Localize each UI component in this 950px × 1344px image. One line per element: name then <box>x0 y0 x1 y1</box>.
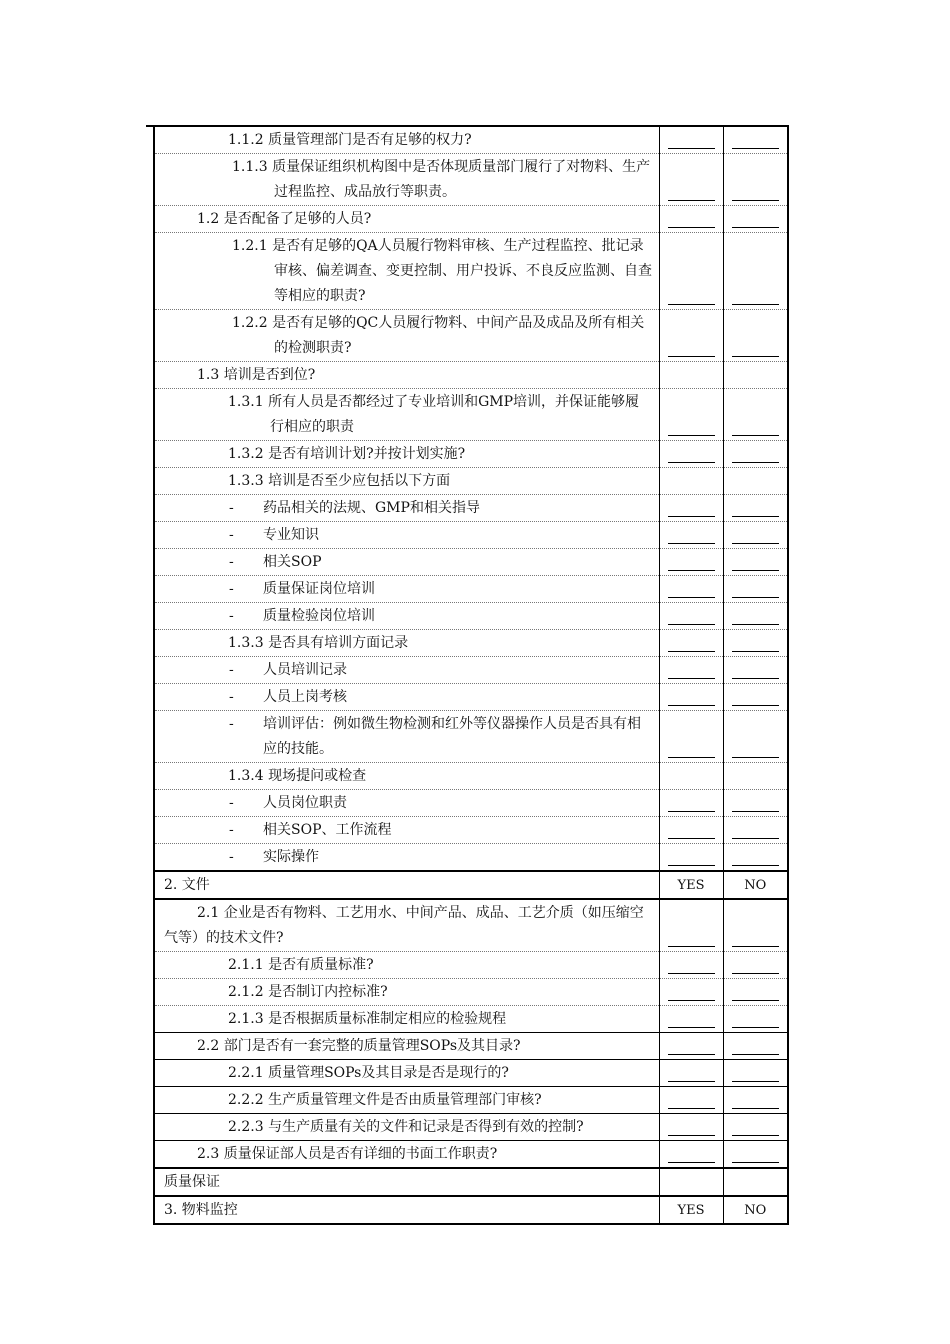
yes-answer-cell[interactable] <box>659 899 723 952</box>
item-text: 3. 物料监控 <box>164 1202 238 1218</box>
item-text: 人员岗位职责 <box>263 795 347 811</box>
no-answer-blank[interactable] <box>732 227 780 228</box>
checklist-row <box>154 549 788 576</box>
no-answer-blank[interactable] <box>732 1054 780 1055</box>
no-answer-blank[interactable] <box>732 1000 780 1001</box>
no-answer-blank[interactable] <box>732 1081 780 1082</box>
bullet-dash: - <box>229 554 234 570</box>
checklist-row <box>154 126 788 154</box>
yes-answer-blank[interactable] <box>668 757 715 758</box>
yes-answer-cell[interactable] <box>659 603 723 630</box>
checklist-row <box>154 362 788 389</box>
item-text: 1.3.2 是否有培训计划?并按计划实施? <box>228 446 466 462</box>
checklist-row <box>154 154 788 206</box>
no-answer-cell[interactable] <box>723 126 788 154</box>
no-answer-cell <box>723 362 788 389</box>
yes-answer-blank[interactable] <box>668 651 715 652</box>
yes-column-label: YES <box>677 1203 705 1218</box>
yes-answer-cell[interactable] <box>659 1114 723 1141</box>
section-header-row <box>154 871 788 899</box>
no-answer-cell[interactable] <box>723 1060 788 1087</box>
question-cell <box>154 522 659 549</box>
no-column-label: NO <box>744 878 767 893</box>
bullet-dash: - <box>229 716 234 732</box>
checklist-row <box>154 952 788 979</box>
question-cell <box>154 657 659 684</box>
no-answer-cell[interactable] <box>723 495 788 522</box>
yes-answer-cell <box>659 468 723 495</box>
yes-answer-blank[interactable] <box>668 1135 715 1136</box>
bullet-dash: - <box>229 581 234 597</box>
item-text: 2.2.3 与生产质量有关的文件和记录是否得到有效的控制? <box>228 1119 584 1135</box>
checklist-row <box>154 389 788 441</box>
item-text: 1.3 培训是否到位? <box>197 367 316 383</box>
section-header-row <box>154 1196 788 1224</box>
checklist-row <box>154 576 788 603</box>
item-text: 1.3.4 现场提问或检查 <box>228 768 367 784</box>
yes-answer-cell[interactable] <box>659 844 723 872</box>
no-answer-blank[interactable] <box>732 838 780 839</box>
yes-answer-blank[interactable] <box>668 1108 715 1109</box>
yes-answer-cell <box>659 871 723 899</box>
item-text: 培训评估：例如微生物检测和红外等仪器操作人员是否具有相应的技能。 <box>263 716 641 757</box>
item-text: 1.3.3 是否具有培训方面记录 <box>228 635 409 651</box>
checklist-row <box>154 1141 788 1169</box>
item-text: 2.2.2 生产质量管理文件是否由质量管理部门审核? <box>228 1092 542 1108</box>
checklist-row <box>154 790 788 817</box>
no-answer-cell <box>723 871 788 899</box>
yes-answer-blank[interactable] <box>668 304 715 305</box>
question-cell <box>154 1196 659 1224</box>
question-cell <box>154 495 659 522</box>
yes-answer-cell[interactable] <box>659 684 723 711</box>
question-cell <box>154 684 659 711</box>
item-text: 2.2 部门是否有一套完整的质量管理SOPs及其目录? <box>197 1038 521 1054</box>
checklist-row <box>154 1114 788 1141</box>
yes-answer-blank[interactable] <box>668 543 715 544</box>
question-cell <box>154 468 659 495</box>
question-cell <box>154 1141 659 1169</box>
yes-answer-cell[interactable] <box>659 1060 723 1087</box>
yes-answer-cell[interactable] <box>659 1141 723 1169</box>
no-answer-cell[interactable] <box>723 684 788 711</box>
yes-answer-blank[interactable] <box>668 1162 715 1163</box>
item-text: 2.1.2 是否制订内控标准? <box>228 984 388 1000</box>
yes-answer-cell[interactable] <box>659 310 723 362</box>
item-text: 2. 文件 <box>164 877 210 893</box>
checklist-row <box>154 763 788 790</box>
no-answer-blank[interactable] <box>732 705 780 706</box>
item-text: 2.3 质量保证部人员是否有详细的书面工作职责? <box>197 1146 498 1162</box>
no-answer-cell[interactable] <box>723 441 788 468</box>
yes-answer-blank[interactable] <box>668 973 715 974</box>
no-answer-cell[interactable] <box>723 1114 788 1141</box>
yes-answer-cell <box>659 763 723 790</box>
no-answer-blank[interactable] <box>732 462 780 463</box>
no-answer-blank[interactable] <box>732 516 780 517</box>
no-answer-blank[interactable] <box>732 1135 780 1136</box>
item-text: 2.1.3 是否根据质量标准制定相应的检验规程 <box>228 1011 507 1027</box>
yes-answer-blank[interactable] <box>668 1081 715 1082</box>
yes-answer-cell[interactable] <box>659 817 723 844</box>
item-text: 1.2.2 是否有足够的QC人员履行物料、中间产品及成品及所有相关的检测职责? <box>232 315 645 356</box>
question-cell <box>154 233 659 310</box>
no-answer-blank[interactable] <box>732 570 780 571</box>
checklist-row <box>154 603 788 630</box>
checklist-row <box>154 979 788 1006</box>
no-answer-cell <box>723 763 788 790</box>
yes-answer-cell[interactable] <box>659 522 723 549</box>
checklist-row <box>154 817 788 844</box>
no-answer-cell[interactable] <box>723 657 788 684</box>
yes-answer-blank[interactable] <box>668 462 715 463</box>
yes-answer-cell[interactable] <box>659 630 723 657</box>
no-answer-blank[interactable] <box>732 1162 780 1163</box>
no-answer-blank[interactable] <box>732 543 780 544</box>
bullet-dash: - <box>229 795 234 811</box>
group-header-row <box>154 1168 788 1196</box>
bullet-dash: - <box>229 689 234 705</box>
question-cell <box>154 206 659 233</box>
yes-answer-cell[interactable] <box>659 576 723 603</box>
yes-answer-blank[interactable] <box>668 865 715 866</box>
no-answer-cell[interactable] <box>723 389 788 441</box>
question-cell <box>154 817 659 844</box>
no-answer-cell[interactable] <box>723 233 788 310</box>
no-answer-cell[interactable] <box>723 979 788 1006</box>
yes-answer-cell[interactable] <box>659 154 723 206</box>
question-cell <box>154 1006 659 1033</box>
no-answer-cell[interactable] <box>723 603 788 630</box>
yes-answer-blank[interactable] <box>668 1000 715 1001</box>
checklist-row <box>154 899 788 952</box>
no-answer-blank[interactable] <box>732 1027 780 1028</box>
question-cell <box>154 441 659 468</box>
item-text: 药品相关的法规、GMP和相关指导 <box>263 500 480 516</box>
no-answer-blank[interactable] <box>732 811 780 812</box>
yes-answer-cell[interactable] <box>659 711 723 763</box>
yes-answer-cell[interactable] <box>659 441 723 468</box>
no-answer-cell[interactable] <box>723 711 788 763</box>
question-cell <box>154 1168 659 1196</box>
yes-answer-cell[interactable] <box>659 952 723 979</box>
yes-answer-blank[interactable] <box>668 624 715 625</box>
no-answer-blank[interactable] <box>732 865 780 866</box>
no-answer-blank[interactable] <box>732 757 780 758</box>
no-answer-cell[interactable] <box>723 1033 788 1060</box>
question-cell <box>154 576 659 603</box>
yes-answer-cell[interactable] <box>659 790 723 817</box>
no-answer-cell[interactable] <box>723 154 788 206</box>
checklist-row <box>154 468 788 495</box>
no-answer-blank[interactable] <box>732 200 780 201</box>
question-cell <box>154 899 659 952</box>
no-answer-cell <box>723 1168 788 1196</box>
bullet-dash: - <box>229 662 234 678</box>
checklist-row <box>154 1033 788 1060</box>
item-text: 质量保证岗位培训 <box>263 581 375 597</box>
no-answer-cell[interactable] <box>723 310 788 362</box>
question-cell <box>154 979 659 1006</box>
yes-answer-blank[interactable] <box>668 1027 715 1028</box>
question-cell <box>154 711 659 763</box>
no-answer-blank[interactable] <box>732 651 780 652</box>
checklist-row <box>154 844 788 872</box>
item-text: 实际操作 <box>263 849 319 865</box>
checklist-row <box>154 1006 788 1033</box>
yes-answer-cell[interactable] <box>659 979 723 1006</box>
yes-answer-cell[interactable] <box>659 549 723 576</box>
yes-answer-blank[interactable] <box>668 705 715 706</box>
question-cell <box>154 549 659 576</box>
no-answer-blank[interactable] <box>732 597 780 598</box>
yes-answer-cell[interactable] <box>659 1006 723 1033</box>
item-text: 2.1.1 是否有质量标准? <box>228 957 374 973</box>
no-answer-blank[interactable] <box>732 946 780 947</box>
no-column-label: NO <box>744 1203 767 1218</box>
question-cell <box>154 1114 659 1141</box>
checklist-row <box>154 310 788 362</box>
no-answer-cell <box>723 468 788 495</box>
yes-answer-blank[interactable] <box>668 356 715 357</box>
yes-answer-blank[interactable] <box>668 597 715 598</box>
item-text: 质量保证 <box>164 1174 220 1190</box>
gmp-checklist-table <box>153 125 789 1225</box>
item-text: 1.1.3 质量保证组织机构图中是否体现质量部门履行了对物料、生产过程监控、成品放行等职责。 <box>232 159 651 200</box>
no-answer-blank[interactable] <box>732 148 780 149</box>
yes-answer-cell[interactable] <box>659 126 723 154</box>
no-answer-cell[interactable] <box>723 1087 788 1114</box>
yes-answer-cell <box>659 1168 723 1196</box>
question-cell <box>154 126 659 154</box>
yes-answer-cell[interactable] <box>659 1087 723 1114</box>
no-answer-blank[interactable] <box>732 1108 780 1109</box>
checklist-row <box>154 630 788 657</box>
item-text: 专业知识 <box>263 527 319 543</box>
no-answer-cell[interactable] <box>723 899 788 952</box>
question-cell <box>154 1033 659 1060</box>
yes-answer-cell[interactable] <box>659 657 723 684</box>
item-text: 1.2 是否配备了足够的人员? <box>197 211 372 227</box>
item-text: 1.1.2 质量管理部门是否有足够的权力? <box>228 132 472 148</box>
bullet-dash: - <box>229 500 234 516</box>
yes-answer-blank[interactable] <box>668 227 715 228</box>
question-cell <box>154 389 659 441</box>
checklist-row <box>154 522 788 549</box>
yes-answer-blank[interactable] <box>668 516 715 517</box>
item-text: 2.2.1 质量管理SOPs及其目录是否是现行的? <box>228 1065 509 1081</box>
no-answer-cell[interactable] <box>723 790 788 817</box>
item-text: 1.3.3 培训是否至少应包括以下方面 <box>228 473 451 489</box>
bullet-dash: - <box>229 608 234 624</box>
yes-answer-blank[interactable] <box>668 1054 715 1055</box>
item-text: 1.3.1 所有人员是否都经过了专业培训和GMP培训，并保证能够履行相应的职责 <box>228 394 640 435</box>
question-cell <box>154 310 659 362</box>
no-answer-blank[interactable] <box>732 304 780 305</box>
checklist-row <box>154 206 788 233</box>
no-answer-cell[interactable] <box>723 952 788 979</box>
yes-answer-cell[interactable] <box>659 206 723 233</box>
no-answer-blank[interactable] <box>732 624 780 625</box>
yes-answer-blank[interactable] <box>668 200 715 201</box>
yes-answer-cell <box>659 362 723 389</box>
no-answer-blank[interactable] <box>732 356 780 357</box>
bullet-dash: - <box>229 822 234 838</box>
no-answer-cell[interactable] <box>723 1006 788 1033</box>
question-cell <box>154 790 659 817</box>
no-answer-cell[interactable] <box>723 576 788 603</box>
checklist-row <box>154 441 788 468</box>
checklist-row <box>154 684 788 711</box>
item-text: 人员培训记录 <box>263 662 347 678</box>
question-cell <box>154 362 659 389</box>
question-cell <box>154 763 659 790</box>
yes-answer-cell[interactable] <box>659 1033 723 1060</box>
bullet-dash: - <box>229 527 234 543</box>
no-answer-cell[interactable] <box>723 817 788 844</box>
item-text: 人员上岗考核 <box>263 689 347 705</box>
yes-answer-cell <box>659 1196 723 1224</box>
yes-answer-cell[interactable] <box>659 389 723 441</box>
no-answer-cell <box>723 1196 788 1224</box>
checklist-row <box>154 711 788 763</box>
yes-answer-blank[interactable] <box>668 838 715 839</box>
question-cell <box>154 871 659 899</box>
yes-column-label: YES <box>677 878 705 893</box>
checklist-row <box>154 233 788 310</box>
no-answer-cell[interactable] <box>723 522 788 549</box>
question-cell <box>154 1087 659 1114</box>
no-answer-cell[interactable] <box>723 844 788 872</box>
yes-answer-blank[interactable] <box>668 435 715 436</box>
yes-answer-blank[interactable] <box>668 148 715 149</box>
item-text: 2.1 企业是否有物料、工艺用水、中间产品、成品、工艺介质（如压缩空气等）的技术文件? <box>164 905 644 946</box>
no-answer-blank[interactable] <box>732 973 780 974</box>
item-text: 相关SOP <box>263 554 322 570</box>
checklist-row <box>154 657 788 684</box>
yes-answer-blank[interactable] <box>668 946 715 947</box>
question-cell <box>154 154 659 206</box>
question-cell <box>154 844 659 872</box>
question-cell <box>154 1060 659 1087</box>
item-text: 相关SOP、工作流程 <box>263 822 392 838</box>
yes-answer-blank[interactable] <box>668 811 715 812</box>
item-text: 质量检验岗位培训 <box>263 608 375 624</box>
question-cell <box>154 952 659 979</box>
no-answer-cell[interactable] <box>723 1141 788 1169</box>
item-text: 1.2.1 是否有足够的QA人员履行物料审核、生产过程监控、批记录审核、偏差调查、变更控制、用户投诉、不良反应监测、自查等相应的职责? <box>232 238 652 304</box>
yes-answer-cell[interactable] <box>659 495 723 522</box>
no-answer-blank[interactable] <box>732 678 780 679</box>
no-answer-cell[interactable] <box>723 206 788 233</box>
no-answer-cell[interactable] <box>723 549 788 576</box>
yes-answer-blank[interactable] <box>668 678 715 679</box>
yes-answer-cell[interactable] <box>659 233 723 310</box>
bullet-dash: - <box>229 849 234 865</box>
no-answer-cell[interactable] <box>723 630 788 657</box>
question-cell <box>154 603 659 630</box>
checklist-row <box>154 1060 788 1087</box>
checklist-row <box>154 495 788 522</box>
checklist-row <box>154 1087 788 1114</box>
question-cell <box>154 630 659 657</box>
yes-answer-blank[interactable] <box>668 570 715 571</box>
no-answer-blank[interactable] <box>732 435 780 436</box>
